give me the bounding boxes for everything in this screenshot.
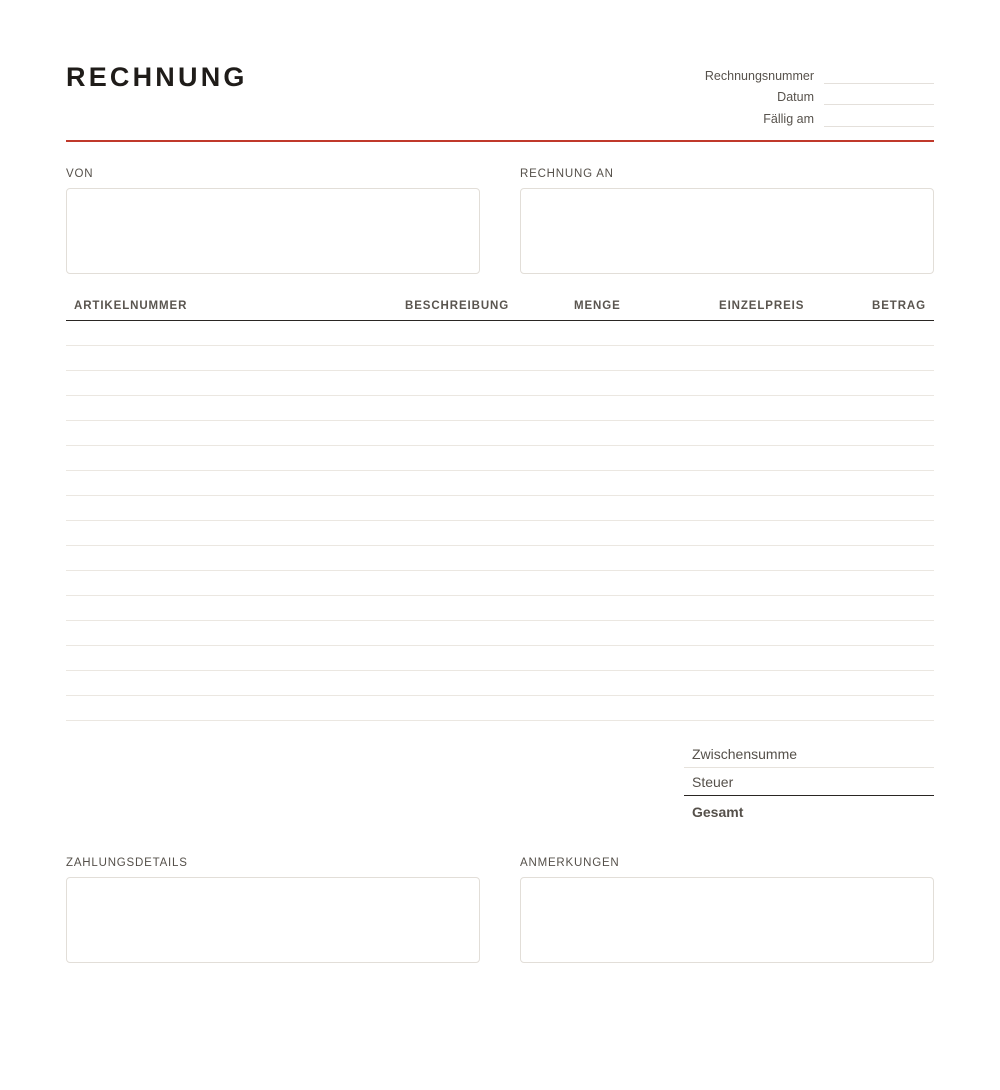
meta-row-invoice-number bbox=[674, 62, 934, 84]
notes-label: ANMERKUNGEN bbox=[520, 857, 620, 869]
column-item-number: ARTIKELNUMMER bbox=[74, 300, 188, 312]
subtotal-label: Zwischensumme bbox=[692, 745, 798, 762]
date-label: Datum bbox=[777, 90, 814, 104]
table-row[interactable] bbox=[66, 696, 934, 721]
invoice-number-label: Rechnungsnummer bbox=[704, 68, 814, 83]
column-quantity: MENGE bbox=[574, 300, 621, 312]
table-row[interactable] bbox=[66, 496, 934, 521]
total-label: Gesamt bbox=[692, 804, 744, 820]
table-row[interactable] bbox=[66, 646, 934, 671]
date-field[interactable] bbox=[824, 93, 934, 105]
from-box[interactable] bbox=[66, 188, 480, 274]
meta-row-due-date bbox=[674, 105, 934, 127]
column-amount: BETRAG bbox=[872, 300, 926, 312]
table-row[interactable] bbox=[66, 671, 934, 696]
table-row[interactable] bbox=[66, 596, 934, 621]
table-row[interactable] bbox=[66, 621, 934, 646]
payment-details-box[interactable] bbox=[66, 877, 480, 963]
due-date-field[interactable] bbox=[824, 115, 934, 127]
table-row[interactable] bbox=[66, 346, 934, 371]
table-row[interactable] bbox=[66, 546, 934, 571]
invoice-number-field[interactable] bbox=[824, 72, 934, 84]
from-label: VON bbox=[66, 168, 94, 180]
table-row[interactable] bbox=[66, 571, 934, 596]
table-row[interactable] bbox=[66, 396, 934, 421]
tax-row bbox=[684, 768, 934, 796]
notes-box[interactable] bbox=[520, 877, 934, 963]
invoice-meta bbox=[674, 62, 934, 127]
total-row bbox=[684, 796, 934, 828]
items-table-header bbox=[66, 297, 934, 321]
column-description: BESCHREIBUNG bbox=[405, 300, 510, 312]
table-row[interactable] bbox=[66, 421, 934, 446]
column-unit-price: EINZELPREIS bbox=[719, 300, 805, 312]
table-row[interactable] bbox=[66, 446, 934, 471]
subtotal-row bbox=[684, 740, 934, 768]
table-row[interactable] bbox=[66, 321, 934, 346]
bill-to-label: RECHNUNG AN bbox=[520, 168, 614, 180]
invoice-title: RECHNUNG bbox=[66, 62, 248, 92]
tax-label: Steuer bbox=[692, 773, 734, 790]
totals-block bbox=[684, 740, 934, 828]
items-table-body bbox=[66, 321, 934, 721]
header-divider bbox=[66, 140, 934, 142]
payment-details-label: ZAHLUNGSDETAILS bbox=[66, 857, 188, 869]
due-date-label: Fällig am bbox=[763, 111, 814, 126]
table-row[interactable] bbox=[66, 371, 934, 396]
table-row[interactable] bbox=[66, 471, 934, 496]
meta-row-date bbox=[674, 84, 934, 106]
bill-to-box[interactable] bbox=[520, 188, 934, 274]
invoice-page bbox=[66, 0, 934, 1090]
table-row[interactable] bbox=[66, 521, 934, 546]
